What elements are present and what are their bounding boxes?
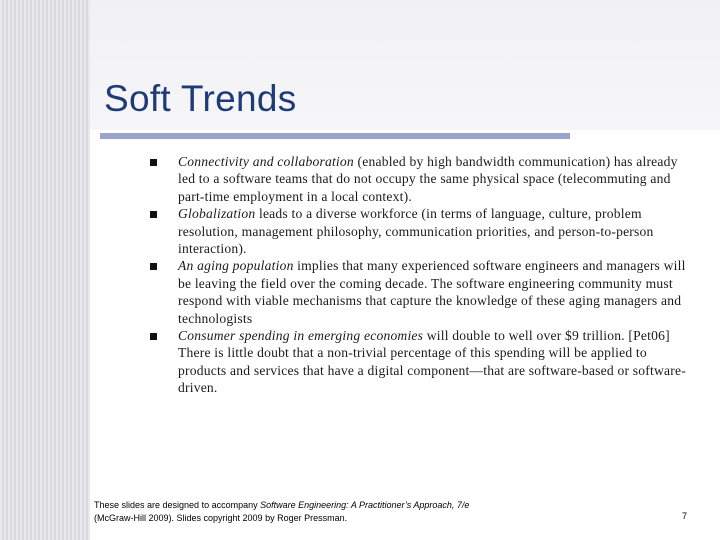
square-bullet-icon [150, 263, 157, 270]
bullet-emphasis: Consumer spending in emerging economies [178, 328, 424, 344]
bullet-emphasis: An aging population [178, 258, 294, 274]
bullet-item [150, 257, 690, 327]
bullet-text: implies that many experienced software engineers and managers will be leaving the field over the coming decade. The software engineering community must respond with viable mechanisms that capture the knowledge of these aging managers and technologists [178, 258, 686, 326]
bullet-item [150, 205, 690, 257]
bullet-text: leads to a diverse workforce (in terms of language, culture, problem resolution, management philosophy, communication priorities, and person-to-person interaction). [178, 206, 654, 257]
title-underline-rule [100, 133, 570, 139]
bullet-text: (enabled by high bandwidth communication) has already led to a software teams that do not occupy the same physical space (telecommuting and part-time employment in a local context). [178, 154, 678, 204]
footer-book-title: Software Engineering: A Practitioner’s Approach, 7/e [260, 500, 470, 510]
bullet-emphasis: Connectivity and collaboration [178, 154, 354, 169]
slide-footer [94, 499, 654, 525]
footer-prefix: These slides are designed to accompany [94, 500, 261, 510]
slide-background-stripes [0, 0, 90, 540]
bullet-item [150, 153, 690, 205]
bullet-item [150, 327, 690, 397]
square-bullet-icon [150, 333, 157, 340]
footer-suffix: (McGraw-Hill 2009). Slides copyright 2009 by Roger Pressman. [94, 513, 348, 523]
slide-title: Soft Trends [104, 78, 297, 119]
bullet-text: will double to well over $9 trillion. [Pet06] There is little doubt that a non-trivial percentage of this spending will be applied to products and services that have a digital component—that are software-based or software-driven. [178, 328, 686, 396]
square-bullet-icon [150, 159, 157, 166]
bullet-list [150, 153, 690, 397]
square-bullet-icon [150, 211, 157, 218]
page-number: 7 [682, 511, 688, 521]
bullet-emphasis: Globalization [178, 206, 256, 222]
